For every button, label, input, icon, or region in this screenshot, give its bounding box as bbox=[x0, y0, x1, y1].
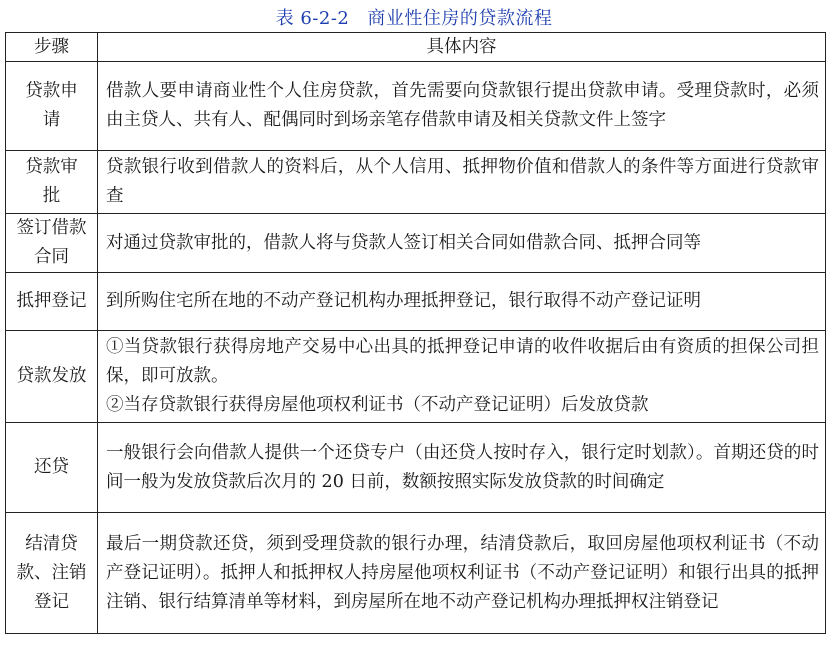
header-row bbox=[6, 33, 826, 62]
step-cell: 抵押登记 bbox=[6, 273, 98, 331]
content-text: 一般银行会向借款人提供一个还贷专户（由还贷人按时存入，银行定时划款）。首期还贷的时间一般为发放贷款后次月的 20 日前，数额按照实际发放贷款的时间确定 bbox=[106, 442, 819, 492]
content-text: 借款人要申请商业性个人住房贷款，首先需要向贷款银行提出贷款申请。受理贷款时，必须由主贷人、共有人、配偶同时到场亲笔存借款申请及相关贷款文件上签字 bbox=[106, 81, 819, 130]
table-row bbox=[6, 62, 826, 151]
content-cell bbox=[98, 423, 826, 513]
content-text: 贷款银行收到借款人的资料后，从个人信用、抵押物价值和借款人的条件等方面进行贷款审查 bbox=[106, 157, 819, 206]
table-row bbox=[6, 214, 826, 273]
content-text: ①当贷款银行获得房地产交易中心出具的抵押登记申请的收件收据后由有资质的担保公司担保，即可放款。 bbox=[106, 337, 819, 386]
content-cell bbox=[98, 513, 826, 634]
table-row bbox=[6, 513, 826, 634]
table-row bbox=[6, 273, 826, 331]
content-cell bbox=[98, 214, 826, 273]
loan-process-table bbox=[5, 32, 826, 634]
step-cell: 结清贷款、注销登记 bbox=[6, 513, 98, 634]
step-cell: 还贷 bbox=[6, 423, 98, 513]
table-row bbox=[6, 331, 826, 423]
table-row bbox=[6, 151, 826, 214]
caption-number: 表 6-2-2 bbox=[275, 8, 350, 29]
content-text: ②当存贷款银行获得房屋他项权利证书（不动产登记证明）后发放贷款 bbox=[106, 395, 649, 415]
step-cell: 贷款发放 bbox=[6, 331, 98, 423]
caption-title: 商业性住房的贷款流程 bbox=[367, 8, 553, 29]
content-text: 对通过贷款审批的，借款人将与贷款人签订相关合同如借款合同、抵押合同等 bbox=[106, 232, 701, 253]
step-cell: 签订借款合同 bbox=[6, 214, 98, 273]
content-cell bbox=[98, 62, 826, 151]
table-caption bbox=[0, 4, 828, 30]
content-cell bbox=[98, 273, 826, 331]
step-cell: 贷款审批 bbox=[6, 151, 98, 214]
header-content: 具体内容 bbox=[98, 33, 826, 62]
content-text: 到所购住宅所在地的不动产登记机构办理抵押登记，银行取得不动产登记证明 bbox=[106, 291, 701, 311]
table-row bbox=[6, 423, 826, 513]
header-step: 步骤 bbox=[6, 33, 98, 62]
step-cell: 贷款申请 bbox=[6, 62, 98, 151]
content-cell bbox=[98, 331, 826, 423]
content-text: 最后一期贷款还贷，须到受理贷款的银行办理，结清贷款后，取回房屋他项权利证书（不动产登记证明）。抵押人和抵押权人持房屋他项权利证书（不动产登记证明）和银行出具的抵押注销、银行结算清单等材料，到房屋所在地不动产登记机构办理抵押权注销登记 bbox=[106, 533, 819, 612]
content-cell bbox=[98, 151, 826, 214]
